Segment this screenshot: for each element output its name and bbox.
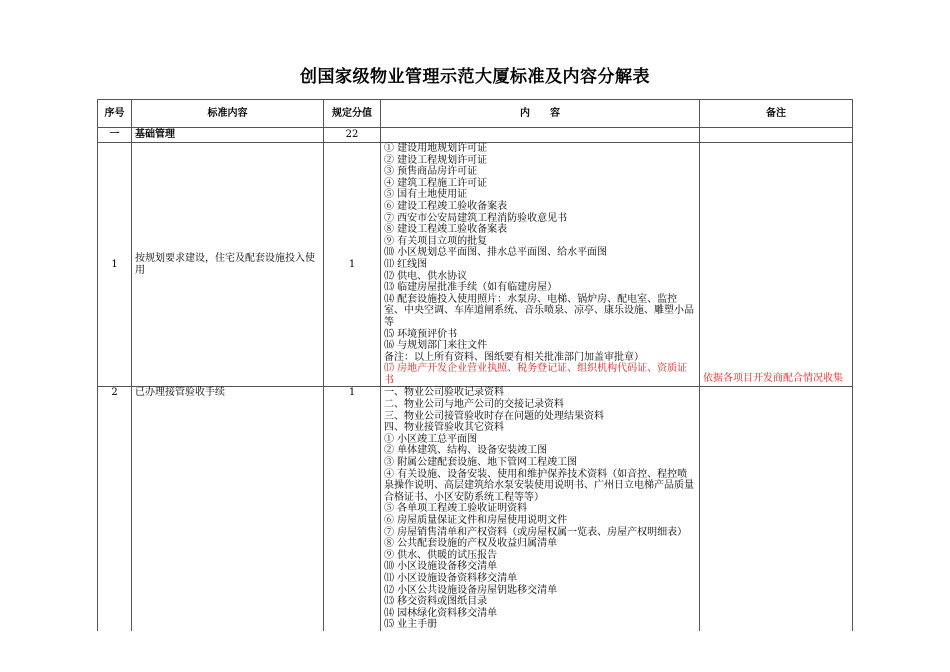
header-standard: 标准内容 [132, 100, 324, 128]
row1-item: ⑦ 西安市公安局建筑工程消防验收意见书 [384, 212, 568, 224]
row1-score: 1 [324, 143, 381, 387]
row1-item-highlighted: ⒄ 房地产开发企业营业执照、税务登记证、组织机构代码证、资质证书 [384, 363, 688, 386]
row2-item: ⑿ 小区公共设施设备房屋钥匙移交清单 [384, 584, 558, 596]
row1-number: 1 [98, 143, 132, 387]
row2-score: 1 [324, 387, 381, 631]
row2-item: ⒁ 园林绿化资料移交清单 [384, 607, 498, 619]
row1-item: ⒃ 与规划部门来往文件 [384, 340, 488, 352]
row2-item: 三、物业公司接管验收时存在问题的处理结果资料 [384, 410, 604, 422]
row1-item: ⑨ 有关项目立项的批复 [384, 235, 488, 247]
section-name: 基础管理 [132, 128, 324, 143]
header-content: 内 容 [381, 100, 700, 128]
row2-item: 二、物业公司与地产公司的交接记录资料 [384, 399, 564, 411]
row1-item: ④ 建筑工程施工许可证 [384, 177, 488, 189]
row2-item: ⒂ 业主手册 [384, 619, 438, 631]
row2-item: ⑾ 小区设施设备资料移交清单 [384, 572, 518, 584]
row2-standard: 已办理接管验收手续 [132, 387, 324, 631]
row1-remark: 依据各项目开发商配合情况收集 [700, 143, 853, 387]
row2-item: ⑦ 房屋销售清单和产权资料（或房屋权属一览表、房屋产权明细表） [384, 526, 688, 538]
row2-item: ④ 有关设施、设备安装、使用和维护保养技术资料（如音控、程控喷泉操作说明、高层建筑给水泵安装使用说明书、广州日立电梯产品质量合格证书、小区安防系统工程等等） [384, 468, 694, 503]
row1-item: ⑾ 红线图 [384, 258, 428, 270]
row2-item: 一、物业公司验收记录资料 [384, 387, 504, 399]
header-seq: 序号 [98, 100, 132, 128]
table-row [98, 143, 853, 387]
section-row [98, 128, 853, 143]
row1-item: ③ 预售商品房许可证 [384, 166, 478, 178]
row1-item: ⑤ 国有土地使用证 [384, 189, 468, 201]
row1-item: ⑽ 小区规划总平面图、排水总平面图、给水平面图 [384, 247, 608, 259]
row1-item: 备注：以上所有资料、图纸要有相关批准部门加盖审批章） [384, 351, 644, 363]
section-score: 22 [324, 128, 381, 143]
row2-item: ⑥ 房屋质量保证文件和房屋使用说明文件 [384, 515, 568, 526]
row1-item: ⒀ 临建房屋批准手续（如有临建房屋） [384, 282, 558, 294]
row1-item: ⑿ 供电、供水协议 [384, 270, 468, 282]
row2-item: ② 单体建筑、结构、设备安装竣工图 [384, 445, 548, 457]
document-title: 创国家级物业管理示范大厦标准及内容分解表 [300, 67, 650, 87]
row2-content [381, 387, 700, 631]
row1-item: ⒂ 环境预评价书 [384, 328, 458, 340]
section-remark-empty [700, 128, 853, 143]
row2-item: ⑤ 各单项工程竣工验收证明资料 [384, 503, 528, 515]
row1-standard: 按规划要求建设，住宅及配套设施投入使用 [132, 143, 324, 387]
header-row [98, 100, 853, 128]
row1-item: ⒁ 配套设施投入使用照片：水泵房、电梯、锅炉房、配电室、监控室、中央空调、车库道闸系统、音乐喷泉、凉亭、康乐设施、雕塑小品等 [384, 293, 694, 328]
table-row [98, 387, 853, 631]
row2-item: ⒀ 移交资料或图纸目录 [384, 596, 488, 608]
row1-item: ② 建设工程规划许可证 [384, 154, 488, 166]
row1-content [381, 143, 700, 387]
row2-item: 四、物业接管验收其它资料 [384, 422, 504, 434]
section-content-empty [381, 128, 700, 143]
row1-item: ① 建设用地规划许可证 [384, 143, 488, 154]
row2-number: 2 [98, 387, 132, 631]
standards-table [97, 99, 853, 631]
header-remark: 备注 [700, 100, 853, 128]
row2-remark [700, 387, 853, 631]
section-number: 一 [98, 128, 132, 143]
header-score: 规定分值 [324, 100, 381, 128]
row2-item: ⑨ 供水、供暖的试压报告 [384, 549, 498, 561]
row2-item: ① 小区竣工总平面图 [384, 433, 478, 445]
row2-item: ③ 附属公建配套设施、地下管网工程竣工图 [384, 457, 578, 469]
row1-item: ⑥ 建设工程竣工验收备案表 [384, 200, 508, 212]
row2-item: ⑽ 小区设施设备移交清单 [384, 561, 498, 573]
row1-item: ⑧ 建设工程竣工验收备案表 [384, 224, 508, 236]
row2-item: ⑧ 公共配套设施的产权及收益归属清单 [384, 538, 558, 550]
